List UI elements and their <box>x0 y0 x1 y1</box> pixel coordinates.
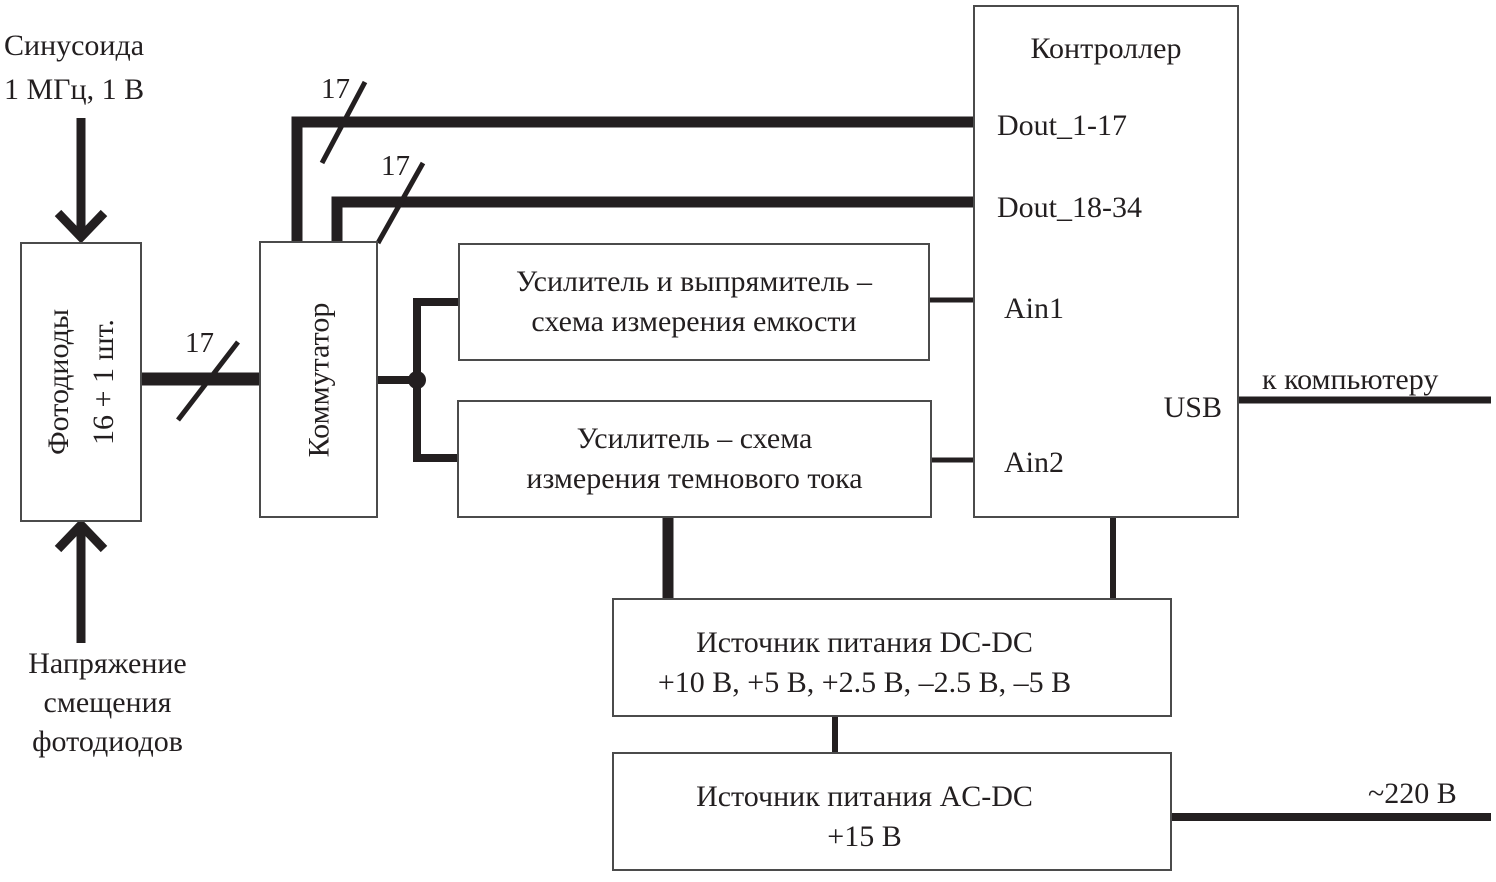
bias-voltage-line3: фотодиодов <box>32 725 183 758</box>
amp-dark-current-line1: Усилитель – схема <box>576 422 813 455</box>
photodiodes-line2: 16 + 1 шт. <box>87 319 120 445</box>
controller-title: Контроллер <box>1030 32 1182 65</box>
amp-capacitance-line1: Усилитель и выпрямитель – <box>516 265 872 298</box>
commutator-label: Коммутатор <box>302 302 335 457</box>
psu-acdc-box <box>612 752 1172 871</box>
commutator-box <box>259 241 378 518</box>
controller-box <box>973 5 1239 518</box>
port-usb: USB <box>1163 391 1222 424</box>
bus-width-label-dout2: 17 <box>381 150 410 182</box>
computer-link-label: к компьютеру <box>1262 363 1439 396</box>
port-ain1: Ain1 <box>1004 292 1064 325</box>
sine-source-line1: Синусоида <box>4 29 145 62</box>
bias-voltage-line1: Напряжение <box>28 647 187 680</box>
amp-capacitance-line2: схема измерения емкости <box>531 305 857 338</box>
psu-acdc-line1: Источник питания AC-DC <box>696 779 1033 813</box>
psu-dcdc-line2: +10 В, +5 В, +2.5 В, –2.5 В, –5 В <box>657 665 1072 699</box>
sine-source-label <box>4 24 144 112</box>
port-dout-1-17: Dout_1-17 <box>997 109 1127 142</box>
dout2-bus <box>337 202 975 248</box>
port-dout-18-34: Dout_18-34 <box>997 191 1142 224</box>
photodiodes-label <box>36 309 126 455</box>
photodiodes-line1: Фотодиоды <box>42 308 75 456</box>
photodiodes-box <box>20 242 142 522</box>
psu-dcdc-box <box>612 598 1172 717</box>
psu-acdc-label <box>614 754 1170 869</box>
bus-width-label-photo: 17 <box>185 327 214 359</box>
psu-dcdc-line1: Источник питания DC-DC <box>696 625 1033 659</box>
amp-dark-current-label <box>459 402 930 516</box>
amp-dark-current-box <box>457 400 932 518</box>
psu-acdc-line2: +15 В <box>827 819 902 853</box>
bias-voltage-label <box>0 644 215 761</box>
dout1-bus <box>297 122 975 248</box>
bus-width-label-dout1: 17 <box>321 73 350 105</box>
mains-voltage-label: ~220 В <box>1368 777 1457 810</box>
amp-capacitance-box <box>458 243 930 361</box>
bias-voltage-line2: смещения <box>43 686 172 719</box>
port-ain2: Ain2 <box>1004 446 1064 479</box>
amp-dark-current-line2: измерения темнового тока <box>526 462 863 495</box>
amp-capacitance-label <box>460 245 928 359</box>
psu-dcdc-label <box>614 600 1170 715</box>
sine-source-line2: 1 МГц, 1 В <box>4 73 145 106</box>
